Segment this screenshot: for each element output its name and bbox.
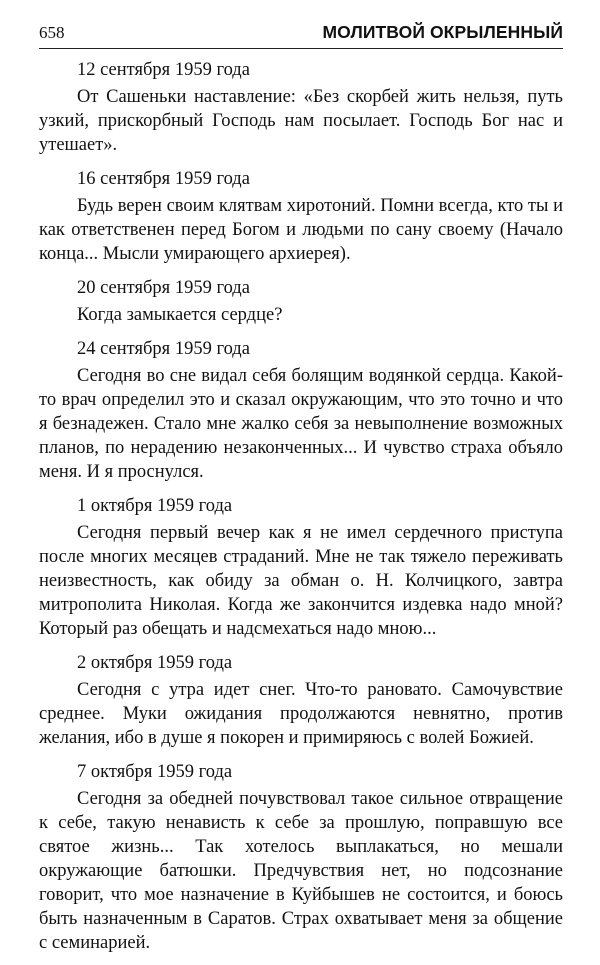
entry-date: 24 сентября 1959 года	[77, 339, 250, 359]
diary-entry	[39, 494, 563, 641]
entry-date: 16 сентября 1959 года	[77, 169, 250, 189]
entry-text: От Сашеньки наставление: «Без скорбей жить нельзя, путь узкий, прискорбный Господь нам посылает. Господь Бог нас и утешает».	[39, 87, 563, 155]
entry-text: Сегодня с утра идет снег. Что-то рановато. Самочувствие среднее. Муки ожидания продолжаются невнятно, против желания, ибо в душе я покорен и примиряюсь с волей Божией.	[39, 680, 563, 748]
entry-text: Сегодня во сне видал себя болящим водянкой сердца. Какой-то врач определил это и сказал окружающим, что это точно и что я безнадежен. Стало мне жалко себя за невыполнение возможных планов, по нерадению незаконченных... И чувство страха объяло меня. И я проснулся.	[39, 366, 563, 482]
diary-entry	[39, 760, 563, 955]
entry-date: 7 октября 1959 года	[77, 762, 233, 782]
diary-entry	[39, 58, 563, 157]
diary-content	[39, 58, 563, 965]
entry-text: Когда замыкается сердце?	[77, 305, 283, 325]
diary-entry	[39, 337, 563, 484]
page-header	[39, 20, 563, 49]
entry-text: Будь верен своим клятвам хиротоний. Помни всегда, кто ты и как ответственен перед Богом и людьми по сану своему (Начало конца... Мысли умирающего архиерея).	[39, 196, 563, 264]
entry-date: 2 октября 1959 года	[77, 653, 233, 673]
diary-entry	[39, 651, 563, 750]
running-title: МОЛИТВОЙ ОКРЫЛЕННЫЙ	[322, 22, 563, 42]
entry-date: 20 сентября 1959 года	[77, 278, 250, 298]
page-number: 658	[39, 23, 65, 42]
diary-entry	[39, 276, 563, 327]
entry-text: Сегодня первый вечер как я не имел сердечного приступа после многих месяцев страданий. Мне не так тяжело переживать неизвестность, как обиду за обман о. Н. Колчицкого, завтра митрополита Николая. Когда же закончится издевка надо мной? Который раз обещать и надсмехаться надо мною...	[39, 523, 563, 639]
entry-text: Сегодня за обедней почувствовал такое сильное отвращение к себе, такую ненависть к себе за прошлую, поправшую все святое жизнь... Так хотелось выплакаться, но мешали окружающие батюшки. Предчувствия нет, но подсознание говорит, что мое назначение в Куйбышев не состоится, и боюсь быть назначенным в Саратов. Страх охватывает меня за общение с семинарией.	[39, 789, 563, 953]
diary-entry	[39, 167, 563, 266]
entry-date: 12 сентября 1959 года	[77, 60, 250, 80]
entry-date: 1 октября 1959 года	[77, 496, 233, 516]
